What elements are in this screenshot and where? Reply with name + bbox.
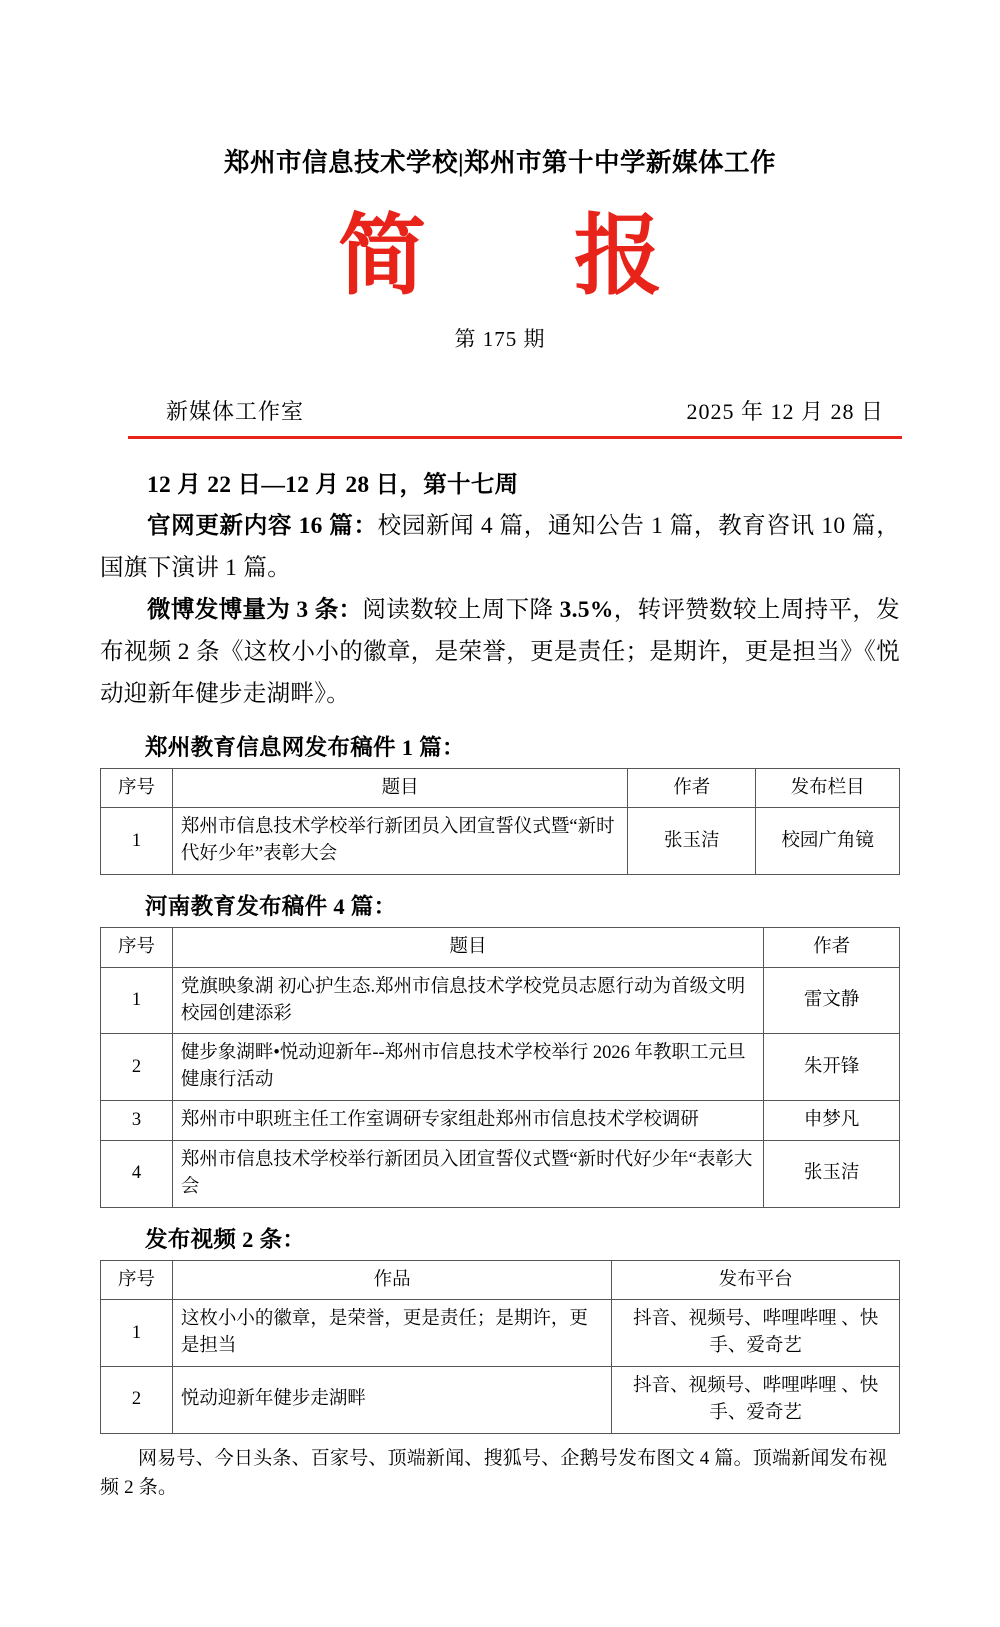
- weibo-stats-lead: 微博发博量为 3 条：: [147, 597, 363, 624]
- column-header-author: 作者: [764, 928, 900, 968]
- column-header-index: 序号: [101, 768, 173, 808]
- cell-channel: 校园广角镜: [756, 808, 900, 875]
- cell-index: 1: [101, 1300, 173, 1367]
- table-row: [101, 967, 900, 1034]
- weibo-stats-rest-b: ，转评赞数较上周持平，发布视频 2 条《这枚小小的徽章，是荣誉，更是责任；是期许，更是担当》《悦动迎新年健步走湖畔》。: [100, 597, 900, 707]
- column-header-index: 序号: [101, 928, 173, 968]
- cell-index: 3: [101, 1101, 173, 1141]
- byline-date: 2025 年 12 月 28 日: [686, 398, 884, 424]
- table-henan-edu: [100, 927, 900, 1208]
- masthead-issue-number: 第 175 期: [454, 326, 546, 351]
- cell-author: 张玉洁: [628, 808, 756, 875]
- column-header-work: 作品: [172, 1260, 611, 1300]
- column-header-platform: 发布平台: [612, 1260, 900, 1300]
- cell-index: 1: [101, 808, 173, 875]
- table-zhengzhou-edu: [100, 768, 900, 875]
- section-heading-zhengzhou-edu: 郑州教育信息网发布稿件 1 篇：: [145, 734, 465, 760]
- cell-title: 郑州市信息技术学校举行新团员入团宣誓仪式暨“新时代好少年“表彰大会: [172, 1140, 763, 1207]
- cell-platform: 抖音、视频号、哔哩哔哩 、快手、爱奇艺: [612, 1366, 900, 1433]
- byline-department: 新媒体工作室: [166, 398, 305, 424]
- cell-author: 雷文静: [764, 967, 900, 1034]
- body-content: [100, 465, 900, 716]
- cell-work: 悦动迎新年健步走湖畔: [172, 1366, 611, 1433]
- column-header-index: 序号: [101, 1260, 173, 1300]
- column-header-title: 题目: [172, 768, 627, 808]
- cell-index: 2: [101, 1366, 173, 1433]
- table-row: [101, 1140, 900, 1207]
- table-row: [101, 1366, 900, 1433]
- paragraph-weibo-stats: [100, 590, 900, 715]
- column-header-title: 题目: [172, 928, 763, 968]
- table-row: [101, 1034, 900, 1101]
- table-header-row: [101, 768, 900, 808]
- cell-author: 申梦凡: [764, 1101, 900, 1141]
- table-videos: [100, 1260, 900, 1434]
- cell-author: 朱开锋: [764, 1034, 900, 1101]
- masthead-red-rule: [128, 436, 902, 439]
- weibo-stats-rest-a: 阅读数较上周下降: [362, 597, 560, 624]
- masthead-byline: [100, 395, 900, 426]
- cell-title: 郑州市中职班主任工作室调研专家组赴郑州市信息技术学校调研: [172, 1101, 763, 1141]
- cell-title: 党旗映象湖 初心护生态.郑州市信息技术学校党员志愿行动为首级文明校园创建添彩: [172, 967, 763, 1034]
- table-row: [101, 808, 900, 875]
- cell-index: 2: [101, 1034, 173, 1101]
- column-header-channel: 发布栏目: [756, 768, 900, 808]
- masthead-org-line: 郑州市信息技术学校|郑州市第十中学新媒体工作: [223, 148, 777, 177]
- website-updates-lead: 官网更新内容 16 篇：: [147, 513, 378, 540]
- column-header-author: 作者: [628, 768, 756, 808]
- masthead-main-title: 简 报: [337, 208, 692, 306]
- paragraph-website-updates: [100, 506, 900, 590]
- cell-index: 4: [101, 1140, 173, 1207]
- table-row: [101, 1101, 900, 1141]
- cell-title: 健步象湖畔•悦动迎新年--郑州市信息技术学校举行 2026 年教职工元旦健康行活动: [172, 1034, 763, 1101]
- table-row: [101, 1300, 900, 1367]
- website-updates-rest: 校园新闻 4 篇，通知公告 1 篇，教育咨讯 10 篇，国旗下演讲 1 篇。: [100, 513, 900, 582]
- cell-title: 郑州市信息技术学校举行新团员入团宣誓仪式暨“新时代好少年”表彰大会: [172, 808, 627, 875]
- footer-note: 网易号、今日头条、百家号、顶端新闻、搜狐号、企鹅号发布图文 4 篇。顶端新闻发布视频 2 条。: [100, 1447, 888, 1498]
- cell-platform: 抖音、视频号、哔哩哔哩 、快手、爱奇艺: [612, 1300, 900, 1367]
- cell-author: 张玉洁: [764, 1140, 900, 1207]
- table-header-row: [101, 928, 900, 968]
- section-heading-videos: 发布视频 2 条：: [145, 1226, 306, 1252]
- section-heading-henan-edu: 河南教育发布稿件 4 篇：: [145, 894, 397, 919]
- week-range-line: 12 月 22 日—12 月 28 日，第十七周: [147, 471, 519, 498]
- cell-work: 这枚小小的徽章，是荣誉，更是责任；是期许，更是担当: [172, 1300, 611, 1367]
- table-header-row: [101, 1260, 900, 1300]
- cell-index: 1: [101, 967, 173, 1034]
- weibo-stats-percent: 3.5%: [559, 597, 614, 624]
